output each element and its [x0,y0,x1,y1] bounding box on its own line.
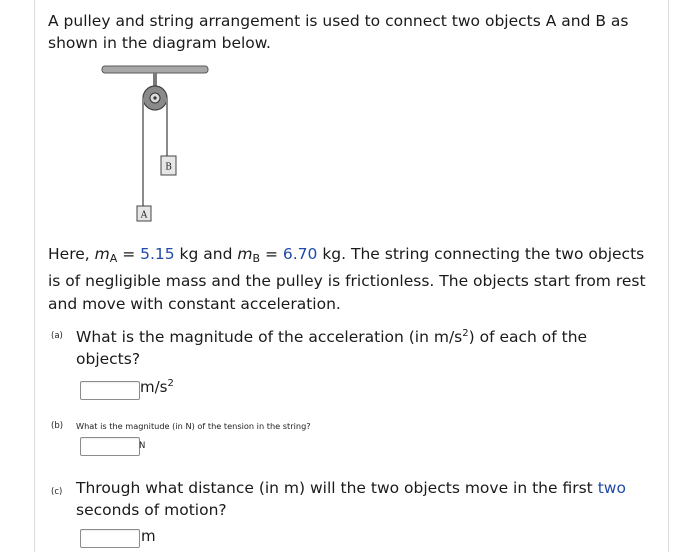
part-b-label: (b) [51,421,64,431]
block-b-label: B [165,162,172,173]
mass-a-symbol: m [94,245,110,263]
problem-intro: A pulley and string arrangement is used to connect two objects A and B as shown in the diagram below. [48,12,629,52]
block-a-label: A [140,210,148,221]
string-to-a [142,98,144,206]
part-b-question: What is the magnitude (in N) of the tension in the string? [76,421,311,431]
part-c-label: (c) [51,487,63,497]
mass-b-symbol: m [237,245,253,263]
mass-a-subscript: A [109,252,118,265]
string-to-b [166,98,168,156]
part-a-unit: $m/s^2$ [140,378,174,396]
part-a-answer-input[interactable] [80,381,140,400]
part-c-unit: m [141,527,156,545]
part-c-answer-input[interactable] [80,529,140,548]
part-a-question: What is the magnitude of the acceleration (in $m/s^2$) of each of the objects? [76,328,588,368]
part-c-highlight: two [597,479,626,497]
given-values: Here, $m_A = 5.15$ kg and $m_B = 6.70$ kg. The string connecting the two objects is of negligible mass and the pulley is frictionless. The objects start from rest and move with constant acceleration. [48,245,646,313]
part-c-question: Through what distance (in m) will the two objects move in the first two seconds of motion? [76,479,626,519]
ceiling-bar [102,66,208,73]
pulley-support [153,73,157,87]
pulley-axle [153,96,156,99]
mass-b-subscript: B [252,252,261,265]
part-a-label: (a) [51,331,63,341]
part-b-answer-input[interactable] [80,437,140,456]
part-b-unit: N [139,441,146,451]
pulley-diagram [100,62,220,227]
mass-a-value: 5.15 [140,245,175,263]
mass-b-value: 6.70 [282,245,318,263]
